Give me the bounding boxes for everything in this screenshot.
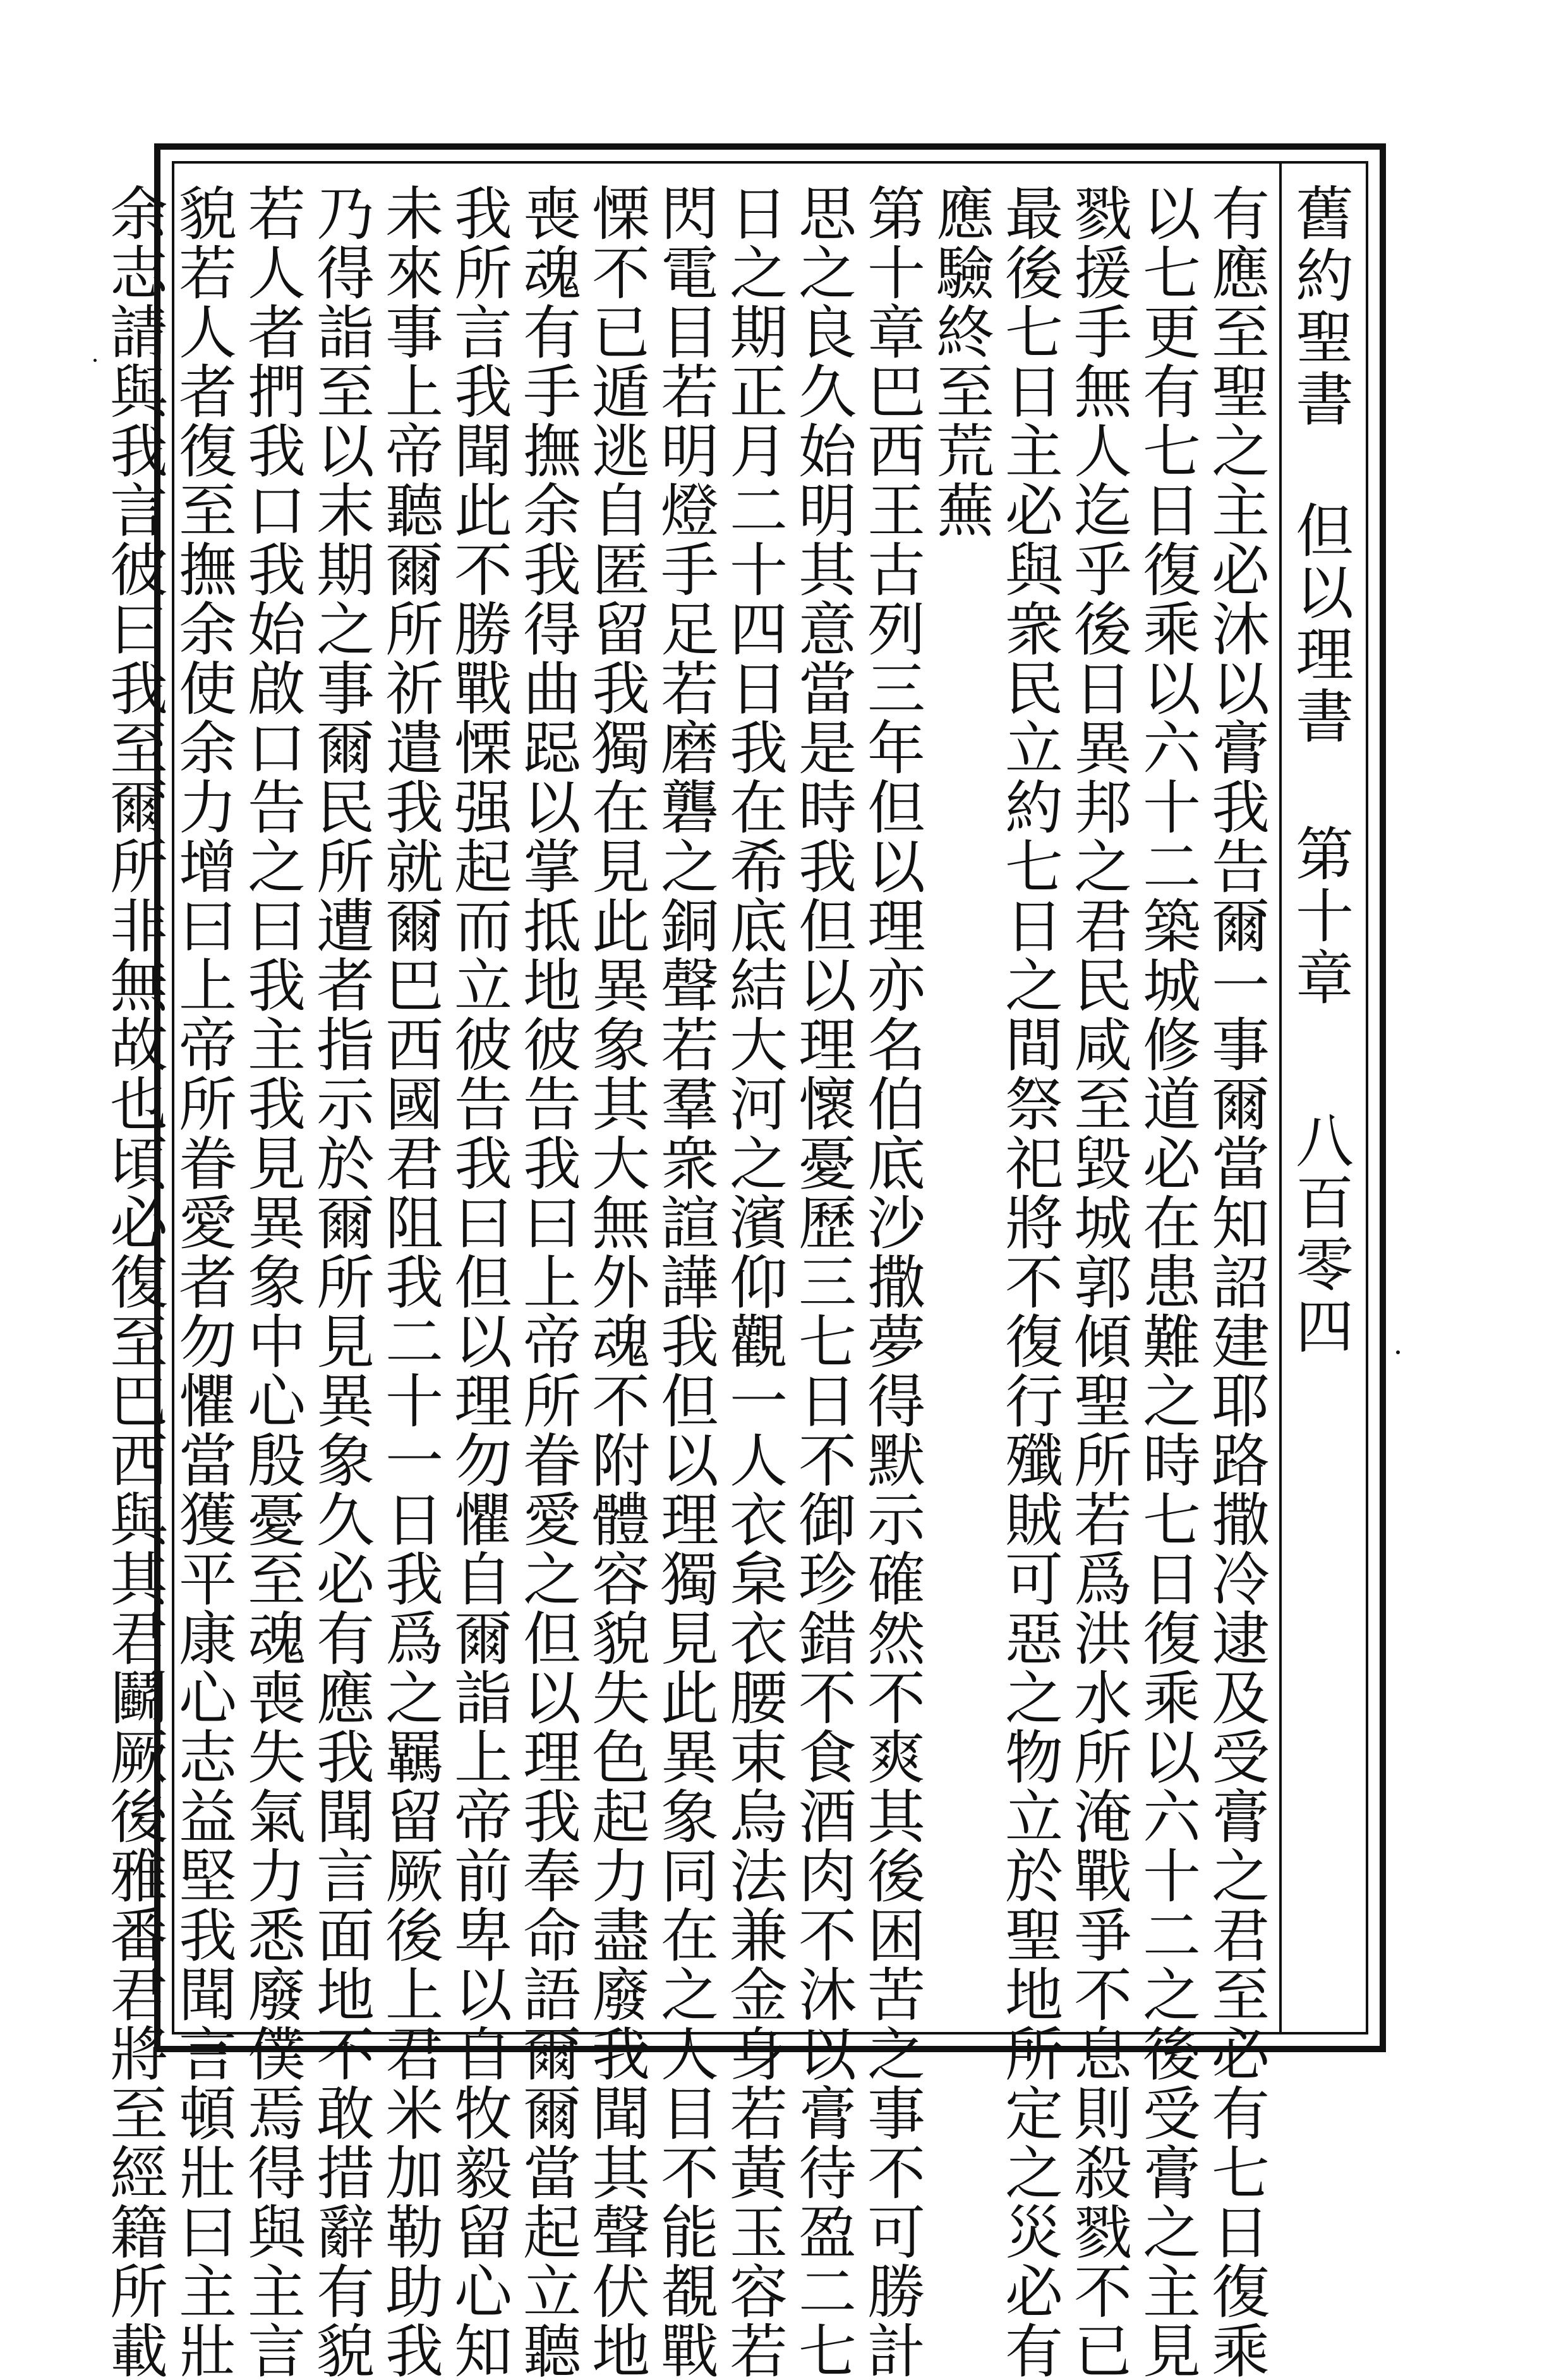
text-column: 貌若人者復至撫余使余力增曰上帝所眷愛者勿懼當獲平康心志益堅我聞言頓壯曰主壯	[169, 183, 237, 2380]
text-column: 閃電目若明燈手足若磨礱之銅聲若羣衆諠譁我但以理獨見此異象同在之人目不能覩戰	[651, 183, 719, 2380]
text-column: 思之良久始明其意當是時我但以理懷憂歷三七日不御珍錯不食酒肉不沐以膏待盈二七	[789, 183, 857, 2380]
text-column: 應驗終至荒蕪	[927, 183, 994, 539]
text-column: 我所言我聞此不勝戰慄强起而立彼告我曰但以理勿懼自爾詣上帝前卑以自牧毅留心知	[445, 183, 512, 2380]
text-column: 以七更有七日復乘以六十二築城修道必在患難之時七日復乘以六十二之後受膏之主見	[1133, 183, 1201, 2380]
page-number: 八百零四	[1286, 1110, 1354, 1358]
text-column: 最後七日主必與衆民立約七日之間祭祀將不復行殲賊可惡之物立於聖地所定之災必有	[996, 183, 1063, 2380]
body-text	[100, 183, 1270, 2380]
text-column: 日之期正月二十四日我在希底結大河之濱仰觀一人衣枲衣腰束烏法兼金身若黃玉容若	[720, 183, 788, 2380]
text-column: 余志請與我言彼曰我至爾所非無故也頃必復至巴西與其君鬬厥後雅番君將至經籍所載	[100, 183, 168, 2380]
text-column: 若人者捫我口我始啟口告之曰我主我見異象中心殷憂至魂喪失氣力悉廢僕焉得與主言	[238, 183, 306, 2380]
text-column: 有應至聖之主必沐以膏我告爾一事爾當知詔建耶路撒冷逮及受膏之君至必有七日復乘	[1202, 183, 1270, 2380]
text-column: 未來事上帝聽爾所祈遣我就爾巴西國君阻我二十一日我爲之羈留厥後上君米加勒助我	[376, 183, 443, 2380]
text-column: 戮援手無人迄乎後日異邦之君民咸至毀城郭傾聖所若爲洪水所淹戰爭不息則殺戮不已	[1064, 183, 1132, 2380]
book-title: 舊約聖書	[1286, 183, 1354, 431]
scan-speck	[93, 359, 97, 362]
text-column: 第十章巴西王古列三年但以理亦名伯底沙撒夢得默示確然不爽其後困苦之事不可勝計	[858, 183, 925, 2380]
text-column: 喪魂有手撫余我得曲跽以掌抵地彼告我曰上帝所眷愛之但以理我奉命語爾爾當起立聽	[514, 183, 581, 2380]
chapter-heading: 第十章	[1286, 824, 1354, 1009]
text-column: 慄不已遁逃自匿留我獨在見此異象其大無外魂不附體容貌失色起力盡廢我聞其聲伏地	[582, 183, 650, 2380]
scan-speck	[1396, 1350, 1400, 1354]
text-column: 乃得詣至以末期之事爾民所遭者指示於爾所見異象久必有應我聞言面地不敢措辭有貌	[307, 183, 375, 2380]
book-subtitle: 但以理書	[1286, 500, 1354, 748]
page-header	[1272, 183, 1367, 2015]
